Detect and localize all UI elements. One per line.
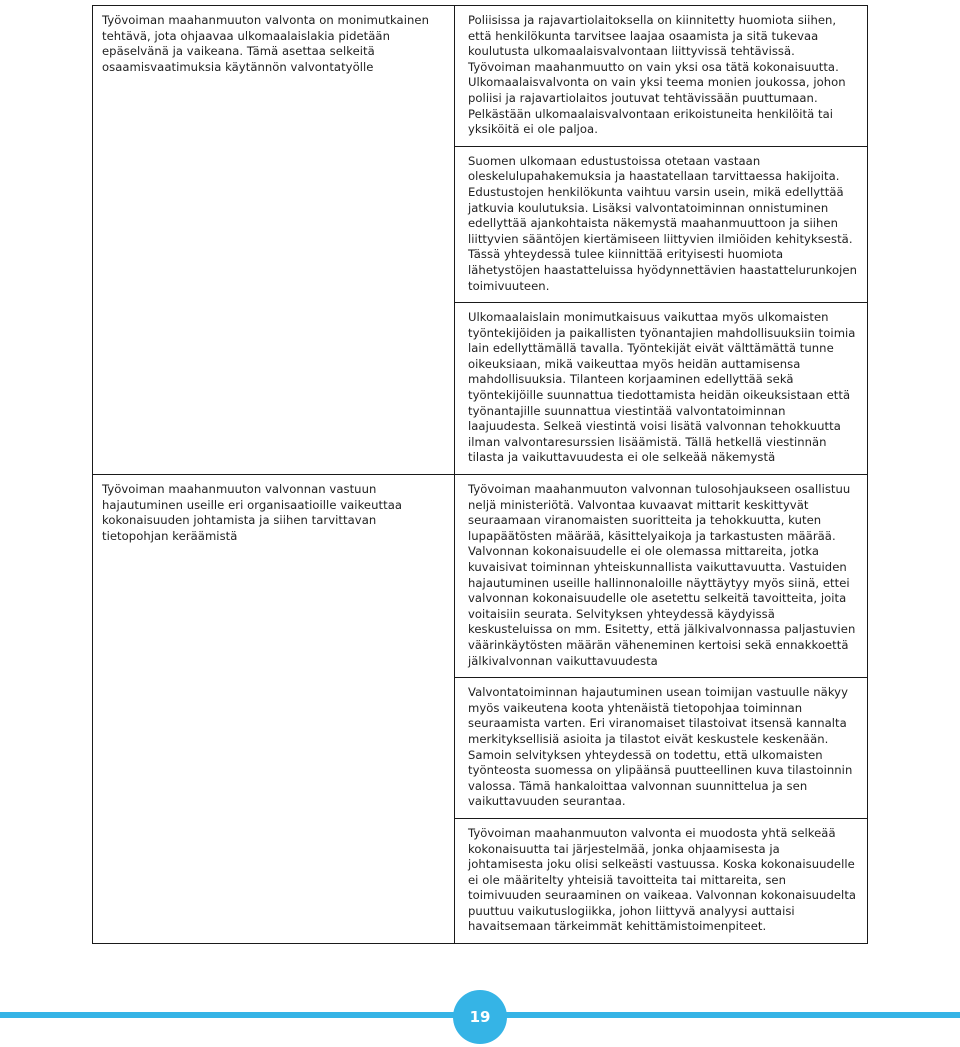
detail-cell — [455, 678, 868, 819]
table-row — [93, 6, 868, 147]
detail-cell — [455, 818, 868, 943]
table-row — [93, 475, 868, 678]
detail-text: Työvoiman maahanmuuton valvonnan tulosohjaukseen osallistuu neljä ministeriötä. Valvontaa kuvaavat mittarit keskittyvät seuraamaan viranomaisten suoritteita ja tehokkuutta, kuten lupapäätösten määrää, käsittelyaikoja ja tarkastusten määrää. Valvonnan kokonaisuudelle ei ole olemassa mittareita, jotka kuvaisivat toiminnan yhteiskunnallista vaikuttavuutta. Vastuiden hajautuminen useille hallinnonaloille näyttäytyy myös siinä, ettei valvonnan kokonaisuudelle ole asetettu selkeitä tavoitteita, joita voitaisiin seurata. Selvityksen yhteydessä käydyissä keskusteluissa on mm. Esitetty, että jälkivalvonnassa paljastuvien väärinkäytösten määrän väheneminen kertoisi sekä ennakkoettä jälkivalvonnan vaikuttavuudesta — [468, 482, 856, 668]
detail-text: Poliisissa ja rajavartiolaitoksella on kiinnitetty huomiota siihen, että henkilökunta tarvitsee laajaa osaamista ja sitä tukevaa koulutusta ulkomaalaisvalvontaan liittyvissä tehtävissä. Työvoiman maahanmuutto on vain yksi osa tätä kokonaisuutta. Ulkomaalaisvalvonta on vain yksi teema monien joukossa, johon poliisi ja rajavartiolaitos joutuvat tehtävissään puuttumaan. Pelkästään ulkomaalaisvalvontaan erikoistuneita henkilöitä tai yksiköitä ei ole paljoa. — [468, 13, 846, 137]
finding-cell — [93, 475, 455, 944]
detail-text: Suomen ulkomaan edustustoissa otetaan vastaan oleskelulupahakemuksia ja haastatellaan tarvittaessa hakijoita. Edustustojen henkilökunta vaihtuu varsin usein, mikä edellyttää jatkuvia koulutuksia. Lisäksi valvontatoiminnan onnistuminen edellyttää ajankohtaista näkemystä maahanmuuttoon ja siihen liittyvien sääntöjen kiertämiseen liittyvien ilmiöiden kehityksestä. Tässä yhteydessä tulee kiinnittää erityisesti huomiota lähetystöjen haastatteluissa hyödynnettävien haastattelurunkojen toimivuuteen. — [468, 153, 858, 293]
finding-text: Työvoiman maahanmuuton valvonta on monimutkainen tehtävä, jota ohjaavaa ulkomaalaislakia pidetään epäselvänä ja vaikeana. Tämä asettaa selkeitä osaamisvaatimuksia käytännön valvontatyölle — [102, 13, 429, 74]
detail-text: Ulkomaalaislain monimutkaisuus vaikuttaa myös ulkomaisten työntekijöiden ja paikallisten työnantajien mahdollisuuksiin toimia lain edellyttämällä tavalla. Työntekijät eivät välttämättä tunne oikeuksiaan, mikä vaikeuttaa myös heidän auttamisensa mahdollisuuksia. Tilanteen korjaaminen edellyttää sekä työntekijöille suunnattua tiedottamista heidän oikeuksistaan että työnantajille suunnattua viestintää valvontatoiminnan laajuudesta. Selkeä viestintä voisi lisätä valvonnan tehokkuutta ilman valvontaresurssien lisäämistä. Tällä hetkellä viestinnän tilasta ja vaikuttavuudesta ei ole selkeää näkemystä — [468, 310, 856, 465]
detail-text: Valvontatoiminnan hajautuminen usean toimijan vastuulle näkyy myös vaikeutena koota yhtenäistä tietopohjaa toiminnan seuraamista varten. Eri viranomaiset tilastoivat itsensä kannalta merkityksellisiä asioita ja tilastot eivät keskustele keskenään. Samoin selvityksen yhteydessä on todettu, että ulkomaisten työnteosta suomessa on ylipäänsä puutteellinen kuva tilastoinnin valossa. Tämä hankaloittaa valvonnan suunnittelua ja sen vaikuttavuuden seurantaa. — [468, 685, 853, 809]
finding-cell — [93, 6, 455, 475]
page-number-badge — [453, 990, 507, 1044]
findings-table — [92, 5, 868, 944]
detail-cell — [455, 146, 868, 302]
detail-text: Työvoiman maahanmuuton valvonta ei muodosta yhtä selkeää kokonaisuutta tai järjestelmää, jonka ohjaamisesta ja johtamisesta joku olisi selkeästi vastuussa. Koska kokonaisuudelle ei ole määritelty yhteisiä tavoitteita tai mittareita, sen toimivuuden seuraaminen on vaikeaa. Valvonnan kokonaisuudelta puuttuu vaikutuslogiikka, johon liittyvä analyysi auttaisi havaitsemaan tärkeimmät kehittämistoimenpiteet. — [468, 825, 857, 934]
detail-cell — [455, 475, 868, 678]
page-number: 19 — [469, 1008, 491, 1026]
detail-cell — [455, 6, 868, 147]
detail-cell — [455, 303, 868, 475]
finding-text: Työvoiman maahanmuuton valvonnan vastuun hajautuminen useille eri organisaatioille vaikeuttaa kokonaisuuden johtamista ja siihen tarvittavan tietopohjan keräämistä — [102, 482, 403, 543]
